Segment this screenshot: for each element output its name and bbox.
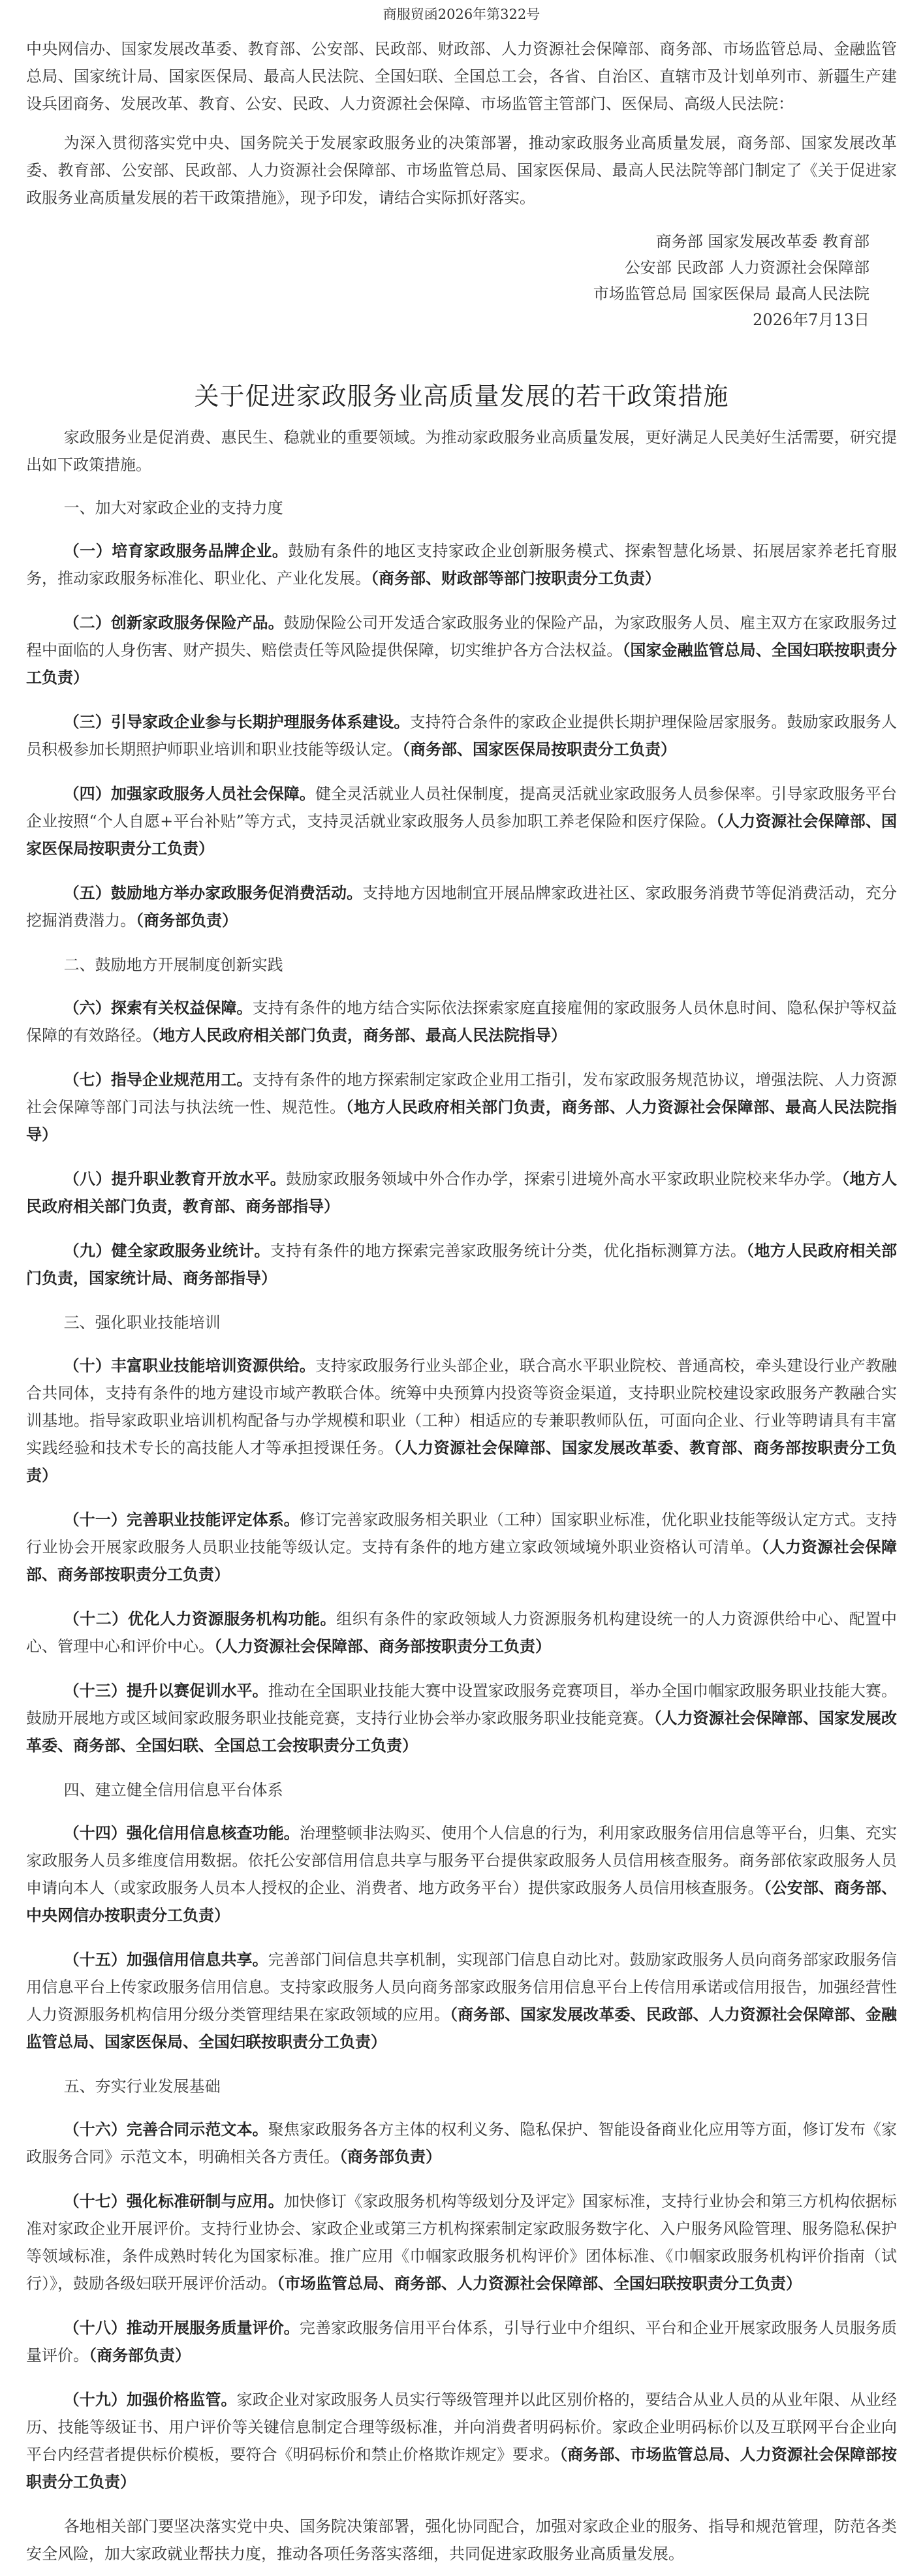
policy-item <box>26 2386 897 2496</box>
section-heading: 五、夯实行业发展基础 <box>63 2077 221 2096</box>
policy-item-body: 完善家政服务信用平台体系，引导行业中介组织、平台和企业开展家政服务人员服务质量评价。 <box>26 2319 898 2364</box>
signature-line-3: 市场监管总局 国家医保局 最高人民法院 <box>593 285 869 303</box>
section-heading: 三、强化职业技能培训 <box>63 1313 221 1332</box>
policy-item-body: 完善部门间信息共享机制，实现部门信息自动比对。鼓励家政服务人员向商务部家政服务信用信息平台上传家政服务信用信息。支持家政服务人员向商务部家政服务信用信息平台上传信用承诺或信用报告，加强经营性人力资源服务机构信用分级分类管理结果在家政领域的应用。 <box>26 1951 898 2024</box>
policy-item-responsibility: （国家金融监管总局、全国妇联按职责分工负责） <box>26 640 898 687</box>
policy-item-responsibility: （市场监管总局、商务部、人力资源社会保障部、全国妇联按职责分工负责） <box>277 2274 802 2293</box>
policy-item <box>26 2314 897 2369</box>
policy-item-responsibility: （人力资源社会保障部、国家发展改革委、教育部、商务部按职责分工负责） <box>26 1438 898 1484</box>
intro-paragraph: 为深入贯彻落实党中央、国务院关于发展家政服务业的决策部署，推动家政服务业高质量发展，商务部、国家发展改革委、教育部、公安部、民政部、人力资源社会保障部、市场监管总局、国家医保局、最高人民法院等部门制定了《关于促进家政服务业高质量发展的若干政策措施》，现予印发，请结合实际抓好落实。 <box>26 134 897 207</box>
policy-item-title: （十五）加强信用信息共享。 <box>63 1950 268 1969</box>
closing-paragraph: 各地相关部门要坚决落实党中央、国务院决策部署，强化协同配合，加强对家政企业的服务、指导和规范管理，防范各类安全风险，加大家政就业帮扶力度，推动各项任务落实落细，共同促进家政服务业高质量发展。 <box>26 2517 897 2563</box>
signature-line-2: 公安部 民政部 人力资源社会保障部 <box>624 259 869 277</box>
policy-item <box>26 1677 897 1759</box>
policy-item-body: 健全灵活就业人员社保制度，提高灵活就业家政服务人员参保率。引导家政服务平台企业按照“个人自愿+平台补贴”等方式，支持灵活就业家政服务人员参加职工养老保险和医疗保险。 <box>26 785 898 830</box>
policy-item-title: （十四）强化信用信息核查功能。 <box>63 1823 300 1842</box>
policy-item <box>26 1506 897 1588</box>
policy-item-body: 支持有条件的地方结合实际依法探索家庭直接雇佣的家政服务人员休息时间、隐私保护等权益保障的有效路径。 <box>26 999 898 1045</box>
policy-item <box>26 780 897 862</box>
policy-item-body: 鼓励保险公司开发适合家政服务业的保险产品，为家政服务人员、雇主双方在家政服务过程中面临的人身伤害、财产损失、赔偿责任等风险提供保障，切实维护各方合法权益。 <box>26 614 897 659</box>
policy-item-responsibility: （地方人民政府相关部门负责，国家统计局、商务部指导） <box>26 1241 898 1287</box>
policy-item-title: （十三）提升以赛促训水平。 <box>63 1681 268 1700</box>
policy-item-title: （九）健全家政服务业统计。 <box>63 1241 270 1260</box>
policy-item <box>26 1352 897 1489</box>
policy-item-responsibility: （公安部、商务部、中央网信办按职责分工负责） <box>26 1878 898 1924</box>
policy-item-responsibility: （地方人民政府相关部门负责，教育部、商务部指导） <box>26 1169 898 1216</box>
policy-item <box>26 1237 897 1292</box>
policy-item-body: 治理整顿非法购买、使用个人信息的行为，利用家政服务信用信息等平台，归集、充实家政服务人员多维度信用数据。依托公安部信用信息共享与服务平台提供家政服务人员信用核查服务。商务部依家政服务人员申请向本人（或家政服务人员本人授权的企业、消费者、地方政务平台）提供家政服务人员信用核查服务。 <box>26 1824 898 1897</box>
policy-item-title: （八）提升职业教育开放水平。 <box>63 1169 287 1188</box>
policy-item-title: （十七）强化标准研制与应用。 <box>63 2191 284 2210</box>
policy-item <box>26 2116 897 2171</box>
policy-item-title: （三）引导家政企业参与长期护理服务体系建设。 <box>63 712 410 731</box>
policy-item-responsibility: （商务部负责） <box>136 911 238 930</box>
policy-item-title: （十一）完善职业技能评定体系。 <box>63 1510 300 1529</box>
signature-date: 2026年7月13日 <box>753 311 869 329</box>
policy-sections <box>26 494 897 2496</box>
policy-item-responsibility: （地方人民政府相关部门负责，商务部、最高人民法院指导） <box>151 1026 567 1045</box>
policy-item-title: （十八）推动开展服务质量评价。 <box>63 2318 300 2337</box>
policy-item-title: （四）加强家政服务人员社会保障。 <box>63 784 315 803</box>
policy-item-body: 支持有条件的地方探索完善家政服务统计分类，优化指标测算方法。 <box>270 1242 747 1260</box>
policy-item-responsibility: （商务部、国家发展改革委、民政部、人力资源社会保障部、金融监管总局、国家医保局、全国妇联按职责分工负责） <box>26 2005 898 2051</box>
policy-item <box>26 994 897 1049</box>
policy-item-title: （一）培育家政服务品牌企业。 <box>63 541 289 560</box>
policy-item-responsibility: （商务部、国家医保局按职责分工负责） <box>402 740 676 759</box>
policy-item-title: （十六）完善合同示范文本。 <box>63 2120 268 2139</box>
signature-block <box>26 228 897 333</box>
policy-item-responsibility: （地方人民政府相关部门负责，商务部、人力资源社会保障部、最高人民法院指导） <box>26 1097 898 1144</box>
policy-item-body: 家政企业对家政服务人员实行等级管理并以此区别价格的，要结合从业人员的从业年限、从业经历、技能等级证书、用户评价等关键信息制定合理等级标准，并向消费者明码标价。家政企业明码标价以及互联网平台企业向平台内经营者提供标价模板，要符合《明码标价和禁止价格欺诈规定》要求。 <box>26 2391 898 2464</box>
policy-item <box>26 879 897 934</box>
document-number: 商服贸函2026年第322号 <box>383 7 540 22</box>
policy-item-title: （十）丰富职业技能培训资源供给。 <box>63 1356 315 1375</box>
policy-item <box>26 708 897 763</box>
policy-item <box>26 1066 897 1148</box>
policy-item-body: 推动在全国职业技能大赛中设置家政服务竞赛项目，举办全国巾帼家政服务职业技能大赛。鼓励开展地方或区域间家政服务职业技能竞赛，支持行业协会举办家政服务职业技能竞赛。 <box>26 1682 898 1727</box>
policy-item <box>26 1819 897 1929</box>
preamble-paragraph: 家政服务业是促消费、惠民生、稳就业的重要领域。为推动家政服务业高质量发展，更好满足人民美好生活需要，研究提出如下政策措施。 <box>26 428 897 474</box>
policy-item-responsibility: （人力资源社会保障部、国家医保局按职责分工负责） <box>26 811 898 858</box>
policy-item-body: 支持符合条件的家政企业提供长期护理保险居家服务。鼓励家政服务人员积极参加长期照护师职业培训和职业技能等级认定。 <box>26 713 898 759</box>
policy-item-body: 聚焦家政服务各方主体的权利义务、隐私保护、智能设备商业化应用等方面，修订发布《家政服务合同》示范文本，明确相关各方责任。 <box>26 2120 898 2166</box>
policy-item <box>26 1605 897 1660</box>
policy-item-body: 支持家政服务行业头部企业，联合高水平职业院校、普通高校，牵头建设行业产教融合共同体，支持有条件的地方建设市域产教联合体。统筹中央预算内投资等资金渠道，支持职业院校建设家政服务产教融合实训基地。指导家政职业培训机构配备与办学规模和职业（工种）相适应的专兼职教师队伍，可面向企业、行业等聘请具有丰富实践经验和技术专长的高技能人才等承担授课任务。 <box>26 1357 898 1457</box>
signature-line-1: 商务部 国家发展改革委 教育部 <box>655 232 869 251</box>
policy-item-body: 支持有条件的地方探索制定家政企业用工指引，发布家政服务规范协议，增强法院、人力资源社会保障等部门司法与执法统一性、规范性。 <box>26 1071 898 1116</box>
policy-item-responsibility: （商务部负责） <box>89 2346 191 2364</box>
policy-item <box>26 1946 897 2056</box>
recipients-list: 中央网信办、国家发展改革委、教育部、公安部、民政部、财政部、人力资源社会保障部、商务部、市场监管总局、金融监管总局、国家统计局、国家医保局、最高人民法院、全国妇联、全国总工会，各省、自治区、直辖市及计划单列市、新疆生产建设兵团商务、发展改革、教育、公安、民政、人力资源社会保障、市场监管主管部门、医保局、高级人民法院： <box>26 40 897 113</box>
policy-item-title: （十九）加强价格监管。 <box>63 2390 237 2409</box>
policy-item-body: 支持地方因地制宜开展品牌家政进社区、家政服务消费节等促消费活动，充分挖掘消费潜力。 <box>26 884 897 930</box>
document-title: 关于促进家政服务业高质量发展的若干政策措施 <box>194 382 729 411</box>
policy-item-body: 组织有条件的家政领域人力资源服务机构建设统一的人力资源供给中心、配置中心、管理中心和评价中心。 <box>26 1610 897 1656</box>
policy-item-title: （六）探索有关权益保障。 <box>63 998 253 1017</box>
policy-item-body: 加快修订《家政服务机构等级划分及评定》国家标准，支持行业协会和第三方机构依据标准对家政企业开展评价。支持行业协会、家政企业或第三方机构探索制定家政服务数字化、入户服务风险管理、服务隐私保护等领域标准，条件成熟时转化为国家标准。推广应用《巾帼家政服务机构评价》团体标准、《巾帼家政服务机构评价指南（试行）》，鼓励各级妇联开展评价活动。 <box>26 2192 897 2293</box>
section-heading: 二、鼓励地方开展制度创新实践 <box>63 956 283 974</box>
policy-item-title: （二）创新家政服务保险产品。 <box>63 613 284 632</box>
policy-item-title: （五）鼓励地方举办家政服务促消费活动。 <box>63 883 363 902</box>
policy-item <box>26 609 897 691</box>
policy-item-title: （十二）优化人力资源服务机构功能。 <box>63 1609 337 1628</box>
section-heading: 四、建立健全信用信息平台体系 <box>63 1781 283 1799</box>
policy-item-body: 鼓励家政服务领域中外合作办学，探索引进境外高水平家政职业院校来华办学。 <box>286 1170 842 1188</box>
policy-item-responsibility: （人力资源社会保障部、商务部按职责分工负责） <box>26 1537 898 1584</box>
policy-item-body: 鼓励有条件的地区支持家政企业创新服务模式、探索智慧化场景、拓展居家养老托育服务，推动家政服务标准化、职业化、产业化发展。 <box>26 542 897 588</box>
policy-item-responsibility: （商务部负责） <box>339 2147 441 2166</box>
policy-item-responsibility: （人力资源社会保障部、商务部按职责分工负责） <box>214 1637 551 1656</box>
policy-item <box>26 2188 897 2297</box>
policy-item <box>26 1165 897 1220</box>
policy-item-responsibility: （商务部、市场监管总局、人力资源社会保障部按职责分工负责） <box>26 2445 897 2491</box>
policy-item-title: （七）指导企业规范用工。 <box>63 1070 253 1089</box>
policy-item-body: 修订完善家政服务相关职业（工种）国家职业标准，优化职业技能等级认定方式。支持行业协会开展家政服务人员职业技能等级认定。支持有条件的地方建立家政领域境外职业资格认可清单。 <box>26 1511 898 1556</box>
policy-item-responsibility: （人力资源社会保障部、国家发展改革委、商务部、全国妇联、全国总工会按职责分工负责） <box>26 1708 897 1755</box>
policy-item-responsibility: （商务部、财政部等部门按职责分工负责） <box>371 569 661 588</box>
section-heading: 一、加大对家政企业的支持力度 <box>63 499 283 517</box>
policy-item <box>26 537 897 592</box>
